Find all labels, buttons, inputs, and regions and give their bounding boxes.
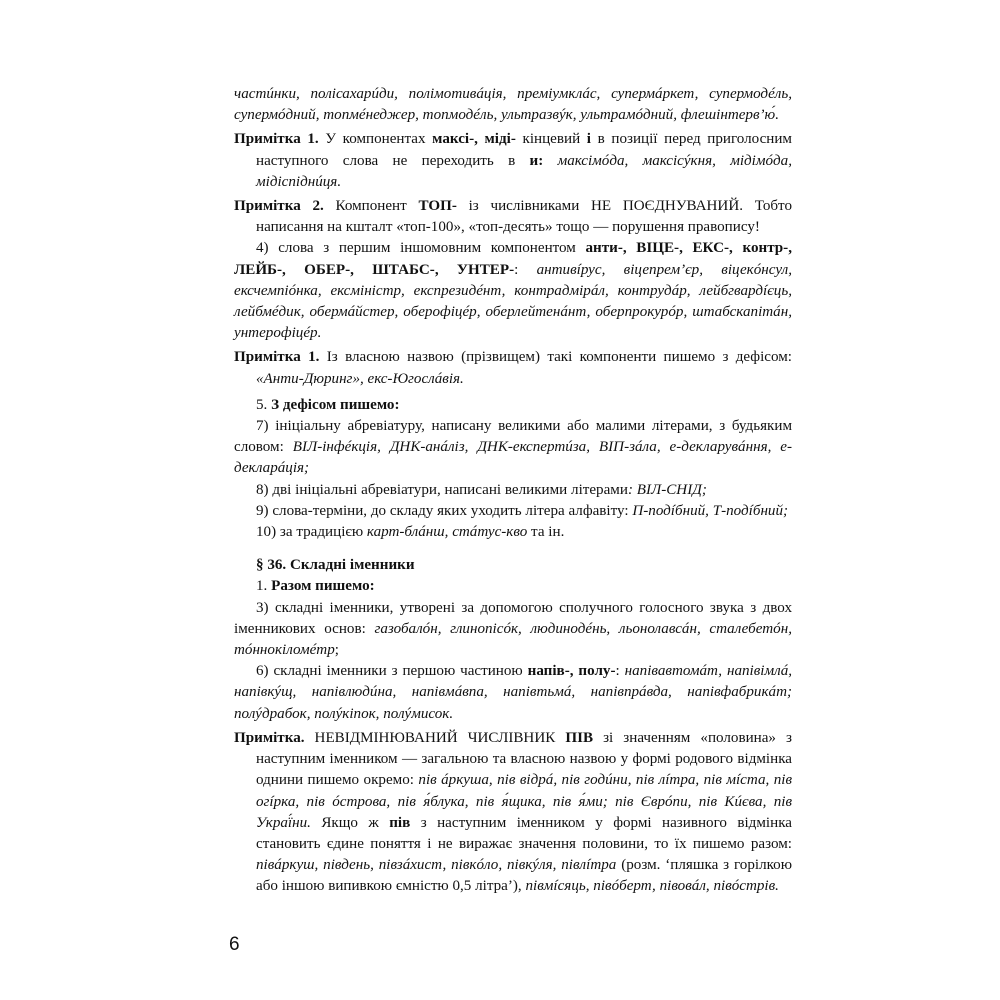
- examples-continued: [234, 84, 792, 126]
- note-label: Примітка.: [234, 729, 305, 746]
- examples-italic: напівавтомáт, напівімлá, напівкýщ, напівлюдúна, напівмáвпа, напівтьмá, напівпрáвда, напівфабрикáт; полýдрабок, полýкіпок, полýмисок.: [234, 663, 793, 722]
- examples-italic: півмíсяць, півóберт, півовáл, півóстрів.: [525, 878, 779, 895]
- examples-italic: півáркуш, південь, півзáхист, півкóло, півкýля, півлíтра: [256, 857, 617, 874]
- examples-italic: : ВІЛ-СНІД;: [627, 481, 707, 498]
- rule-item-3: 3) складні іменники, утворені за допомогою сполучного голосного звука з двох іменникових основ: газобалóн, глинопісóк, людинодéнь, льонолавсáн, сталебетóн, тóннокіломéтр;: [234, 599, 792, 659]
- rule-item-4: 4) слова з першим іншомовним компонентом анти-, ВІЦЕ-, ЕКС-, контр-, ЛЕЙБ-, ОБЕР-, ШТАБС-, УНТЕР-: антивíрус, віцепрем’єр, віцекóнсул, ексчемпіóнка, ексміністр, експрезидéнт, контрадмірáл, контрудáр, лейбгвардíєць, лейбмéдик, обермáйстер, оберофіцéр, оберлейтенáнт, оберпрокурóр, штабскапітáн, унтерофіцéр.: [234, 240, 793, 342]
- note-label: Примітка 2.: [234, 198, 324, 215]
- examples-italic: «Анти-Дюринг», екс-Югослáвія.: [256, 370, 464, 387]
- rule-item-9: 9) слова-терміни, до складу яких уходить літера алфавіту: П-подíбний, Т-подíбний;: [256, 502, 789, 519]
- examples-italic: П-подíбний, Т-подíбний;: [632, 502, 789, 519]
- examples-italic: ВІЛ-інфéкція, ДНК-анáліз, ДНК-експертúза, ВІП-зáла, е-декларувáння, е-декларáція;: [234, 439, 792, 477]
- note-label: Примітка 1.: [234, 349, 320, 366]
- section-heading: § 36. Складні іменники: [256, 557, 415, 574]
- rule-item-8: 8) дві ініціальні абревіатури, написані великими літерами: ВІЛ-СНІД;: [256, 481, 707, 498]
- page-body: [234, 84, 792, 898]
- subheading-together: 1. Разом пишемо:: [256, 578, 375, 595]
- note-top: Примітка 2. Компонент ТОП- із числівниками НЕ ПОЄДНУВАНИЙ. Тобто написання на кшталт «топ-100», «топ-десять» тощо — порушення правопису!: [234, 198, 792, 236]
- page-number: 6: [229, 934, 240, 955]
- subheading-hyphen: 5. З дефісом пишемо:: [256, 396, 400, 413]
- examples-italic: газобалóн, глинопісóк, людинодéнь, льонолавсáн, сталебетóн, тóннокіломéтр: [234, 620, 792, 659]
- examples-italic: частúнки, полісахарúди, полімотивáція, преміумклáс, супермáркет, супермодéль, супермóдний, топмéнеджер, топмодéль, ультразвýк, ультрамóдний, флешінтерв’ю́.: [234, 86, 792, 124]
- rule-item-7: 7) ініціальну абревіатуру, написану великими або малими літерами, з будьяким словом: ВІЛ-інфéкція, ДНК-анáліз, ДНК-експертúза, ВІП-зáла, е-декларувáння, е-декларáція;: [234, 418, 792, 477]
- note-proper-names: Примітка 1. Із власною назвою (прізвищем) такі компоненти пишемо з дефісом: «Анти-Дюринг», екс-Югослáвія.: [234, 349, 792, 387]
- examples-italic: пів áркуша, пів відрá, пів годúни, пів лíтра, пів мíста, пів огíрка, пів óстрова, пів я́блука, пів я́щика, пів я́ми; пів Єврóпи, пів Кúєва, пів Украї́ни.: [256, 772, 792, 831]
- note-piv: Примітка. НЕВІДМІНЮВАНИЙ ЧИСЛІВНИК ПІВ зі значенням «половина» з наступним іменником — загальною та власною назвою у формі родового відмінка однини пишемо окремо: пів áркуша, пів відрá, пів годúни, пів лíтра, пів мíста, пів огíрка, пів óстрова, пів я́блука, пів я́щика, пів я́ми; пів Єврóпи, пів Кúєва, пів Украї́ни. Якщо ж пів з наступним іменником у формі називного відмінка становить єдине поняття і не виражає значення половини, то їх пишемо разом: півáркуш, південь, півзáхист, півкóло, півкýля, півлíтра (розм. ‘пляшка з горілкою або іншою випивкою ємністю 0,5 літра’), півмíсяць, півóберт, півовáл, півóстрів.: [234, 729, 792, 895]
- examples-italic: антивíрус, віцепрем’єр, віцекóнсул, ексчемпіóнка, ексміністр, експрезидéнт, контрадмірáл, контрудáр, лейбгвардíєць, лейбмéдик, обермáйстер, оберофіцéр, оберлейтенáнт, оберпрокурóр, штабскапітáн, унтерофіцéр.: [234, 261, 793, 342]
- rule-item-10: 10) за традицією карт-блáнш, стáтус-кво та ін.: [256, 524, 565, 541]
- examples-italic: карт-блáнш, стáтус-кво: [366, 524, 528, 541]
- examples-italic: максімóда, максісýкня, мідімóда, мідіспіднúця.: [256, 152, 792, 190]
- note-label: Примітка 1.: [234, 131, 319, 148]
- rule-item-6: 6) складні іменники з першою частиною напів-, полу-: напівавтомáт, напівімлá, напівкýщ, напівлюдúна, напівмáвпа, напівтьмá, напівпрáвда, напівфабрикáт; полýдрабок, полýкіпок, полýмисок.: [234, 663, 793, 722]
- note-maksi-midi: Примітка 1. У компонентах максі-, міді- кінцевий і в позиції перед приголосним наступного слова не переходить в и: максімóда, максісýкня, мідімóда, мідіспіднúця.: [234, 131, 792, 190]
